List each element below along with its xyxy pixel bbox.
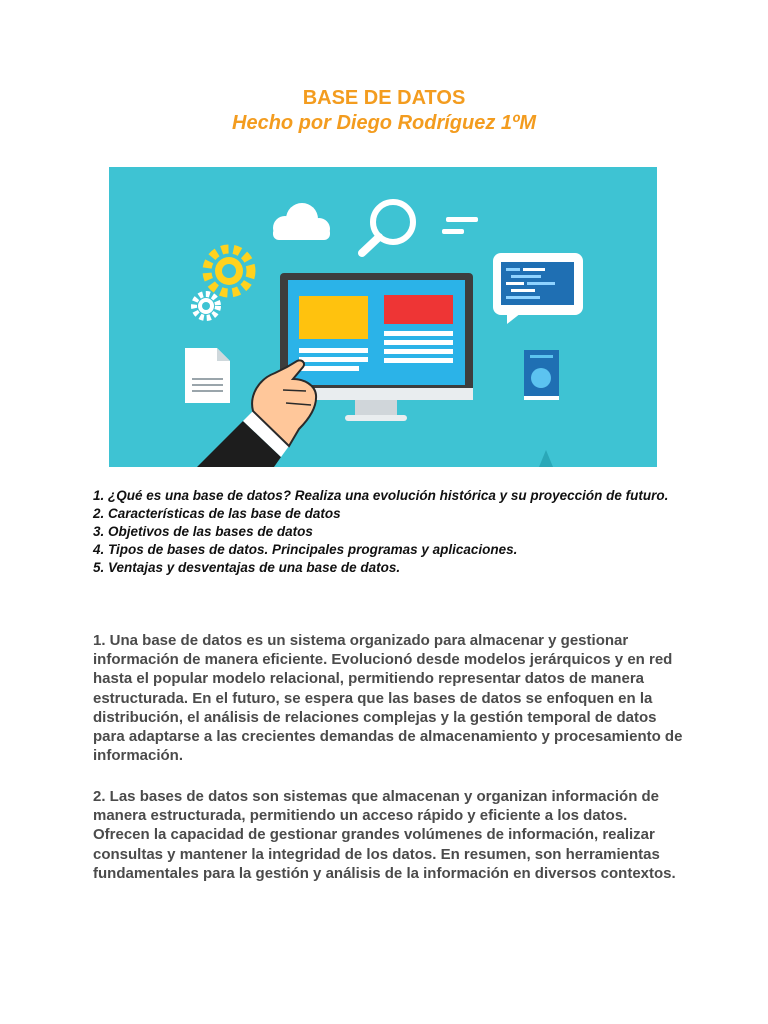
questions-list xyxy=(93,487,683,577)
question-item: 5. Ventajas y desventajas de una base de datos. xyxy=(93,560,401,575)
document-title: BASE DE DATOS xyxy=(302,87,466,109)
book-icon xyxy=(524,350,559,400)
question-item: 4. Tipos de bases de datos. Principales programas y aplicaciones. xyxy=(93,542,518,557)
answer-paragraph: 2. Las bases de datos son sistemas que almacenan y organizan información de manera estructurada, permitiendo un acceso rápido y eficiente a los datos. Ofrecen la capacidad de gestionar grandes volúmenes de información, realizar consultas y mantener la integridad de los datos. En resumen, son herramientas fundamentales para la gestión y análisis de la información en diversos contextos. xyxy=(93,788,676,882)
question-item: 3. Objetivos de las bases de datos xyxy=(93,524,313,539)
answer-paragraph: 1. Una base de datos es un sistema organizado para almacenar y gestionar información de manera eficiente. Evolucionó desde modelos jerárquicos y en red hasta el popular modelo relacional, permitiendo representar datos de manera estructurada. En el futuro, se espera que las bases de datos se enfoquen en la distribución, el análisis de relaciones complejas y la gestión temporal de datos para adaptarse a las crecientes demandas de almacenamiento y procesamiento de información. xyxy=(93,632,683,765)
document-icon xyxy=(185,348,230,403)
document-subtitle: Hecho por Diego Rodríguez 1ºM xyxy=(232,112,536,134)
speech-bubble-icon xyxy=(493,253,583,324)
question-item: 2. Características de las base de datos xyxy=(93,506,341,521)
database-illustration xyxy=(109,167,657,467)
question-item: 1. ¿Qué es una base de datos? Realiza una evolución histórica y su proyección de futuro. xyxy=(93,488,669,503)
